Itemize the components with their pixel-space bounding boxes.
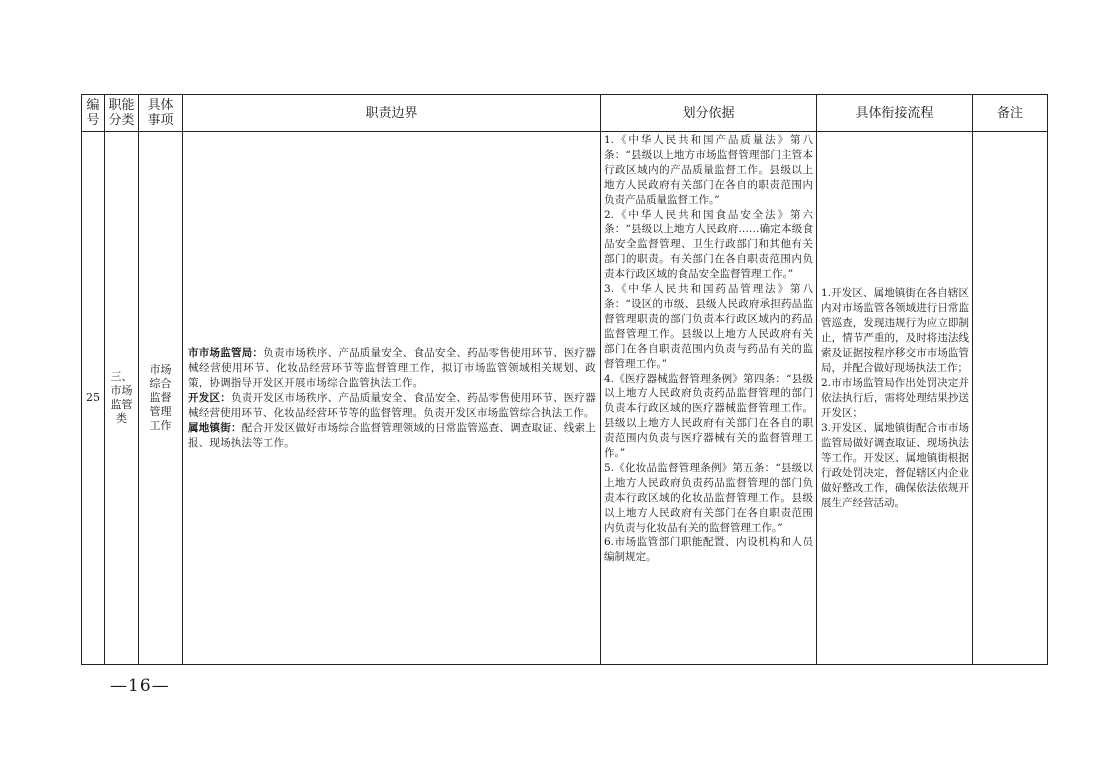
header-duty-boundary: 职责边界 <box>183 95 601 132</box>
basis-item: 1.《中华人民共和国产品质量法》第八条：“县级以上地方市场监督管理部门主管本行政区域内的产品质量监督工作。县级以上地方人民政府有关部门在各自的职责范围内负责产品质量监督工作。” <box>604 134 813 206</box>
duty-label: 属地镇街： <box>188 421 242 434</box>
duty-paragraph <box>188 391 596 421</box>
header-basis: 划分依据 <box>601 95 817 132</box>
row-item: 市场 综合 监督 管理 工作 <box>139 132 183 665</box>
duty-boundary-table <box>81 94 1048 665</box>
basis-item: 5.《化妆品监督管理条例》第五条：“县级以上地方人民政府负责药品监督管理的部门负责本行政区域的化妆品监督管理工作。县级以上地方人民政府有关部门在各自职责范围内负责与化妆品有关的监督管理工作。” <box>604 461 813 534</box>
basis-item: 4.《医疗器械监督管理条例》第四条：“县级以上地方人民政府负责药品监督管理的部门负责本行政区域的医疗器械监督管理工作。县级以上地方人民政府有关部门在各自的职责范围内负责与医疗器械有关的监督管理工作。” <box>604 372 813 460</box>
row-basis <box>601 132 817 665</box>
row-duty-boundary <box>183 132 601 665</box>
duty-label: 市市场监管局： <box>188 346 264 359</box>
process-step: 2.市市场监管局作出处罚决定并依法执行后，需将处理结果抄送开发区； <box>821 376 969 419</box>
duty-label: 开发区： <box>188 391 231 404</box>
page-number: —16— <box>110 676 170 696</box>
row-number: 25 <box>82 132 105 665</box>
header-category: 职能 分类 <box>105 95 139 132</box>
row-process <box>817 132 973 665</box>
duty-text: 配合开发区做好市场综合监督管理领域的日常监管巡查、调查取证、线索上报、现场执法等工作。 <box>188 421 597 449</box>
basis-item: 2.《中华人民共和国食品安全法》第六条：“县级以上地方人民政府……确定本级食品安全监督管理、卫生行政部门和其他有关部门的职责。有关部门在各自职责范围内负责本行政区域的食品安全监督管理工作。” <box>604 208 813 281</box>
duty-paragraph <box>188 421 596 451</box>
basis-item: 3.《中华人民共和国药品管理法》第八条：“设区的市级、县级人民政府承担药品监督管理职责的部门负责本行政区域内的药品监督管理工作。县级以上地方人民政府有关部门在各自职责范围内负责与药品有关的监督管理工作。” <box>604 283 813 370</box>
duty-text: 负责市场秩序、产品质量安全、食品安全、药品零售使用环节、医疗器械经营使用环节、化妆品经营环节等监督管理工作，拟订市场监管领域相关规划、政策，协调指导开发区开展市场综合监管执法工作。 <box>188 346 596 389</box>
header-remarks: 备注 <box>973 95 1048 132</box>
process-step: 3.开发区、属地镇街配合市市场监管局做好调查取证、现场执法等工作。开发区、属地镇街根据行政处罚决定，督促辖区内企业做好整改工作，确保依法依规开展生产经营活动。 <box>821 421 969 509</box>
header-process: 具体衔接流程 <box>817 95 973 132</box>
row-remarks <box>973 132 1048 665</box>
duty-paragraph <box>188 346 596 391</box>
process-step: 1.开发区、属地镇街在各自辖区内对市场监管各领域进行日常监管巡查，发现违规行为应立即制止，情节严重的，及时将违法线索及证据按程序移交市市场监管局，并配合做好现场执法工作； <box>821 286 969 374</box>
row-category: 三、 市场 监管 类 <box>105 132 139 665</box>
table-header-row <box>82 95 1048 132</box>
duty-text: 负责开发区市场秩序、产品质量安全、食品安全、药品零售使用环节、医疗器械经营使用环节、化妆品经营环节等的监督管理。负责开发区市场监管综合执法工作。 <box>188 391 596 419</box>
table-row <box>82 132 1048 665</box>
header-number: 编 号 <box>82 95 105 132</box>
basis-item: 6.市场监管部门职能配置、内设机构和人员编制规定。 <box>604 536 813 564</box>
header-item: 具体 事项 <box>139 95 183 132</box>
